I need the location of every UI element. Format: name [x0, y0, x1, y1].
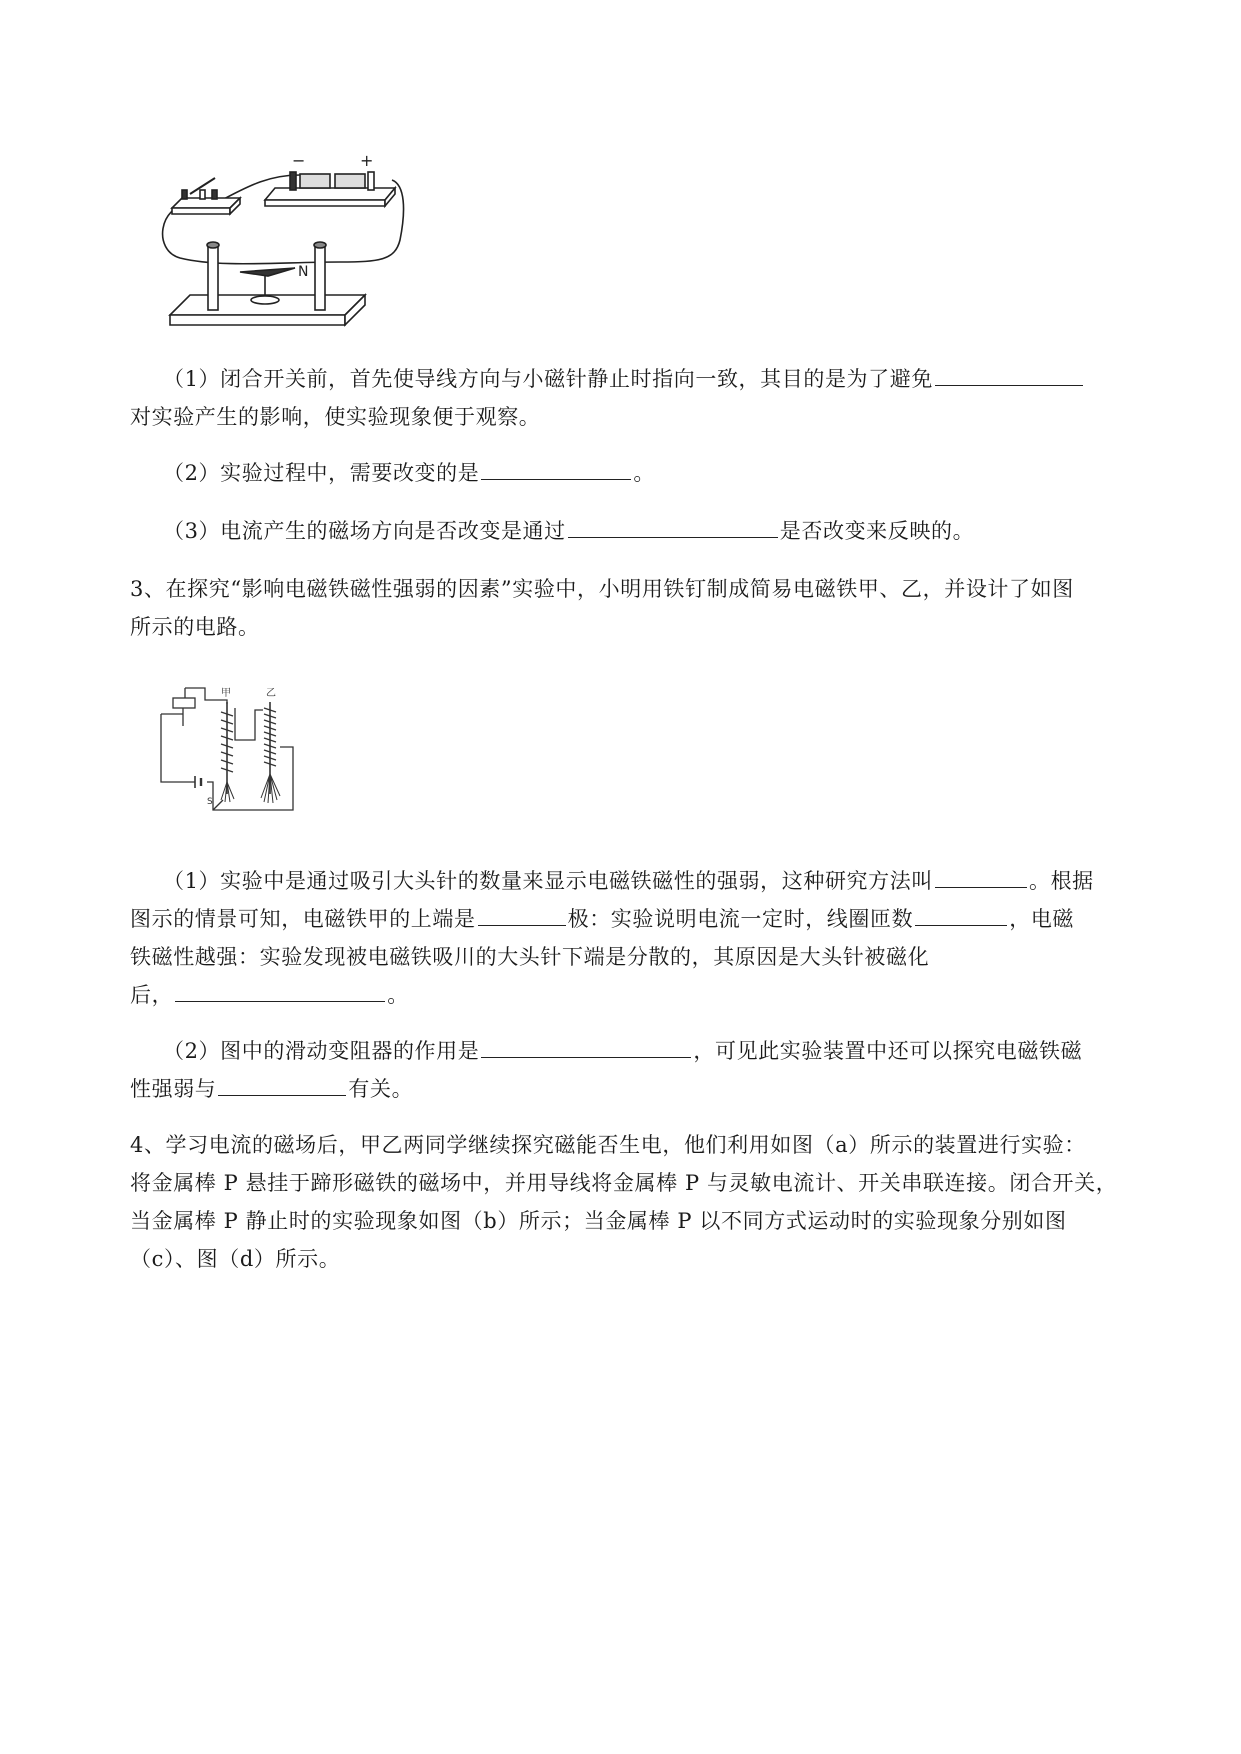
q3-part1-line1: （1）实验中是通过吸引大头针的数量来显示电磁铁磁性的强弱，这种研究方法叫 。根据 [163, 869, 1094, 893]
q3-part2-line1: （2）图中的滑动变阻器的作用是 ，可见此实验装置中还可以探究电磁铁磁 [163, 1039, 1083, 1063]
q3-part1-method-blank[interactable] [935, 867, 1027, 888]
q2-part1-line1: （1）闭合开关前，首先使导线方向与小磁针静止时指向一致，其目的是为了避免 [163, 364, 1085, 394]
q2-part1-answer-blank[interactable] [935, 365, 1083, 386]
q2-part3: （3）电流产生的磁场方向是否改变是通过 是否改变来反映的。 [163, 519, 975, 543]
battery-board [265, 188, 395, 200]
battery-cell-1 [300, 174, 330, 188]
q4-line1: 4、学习电流的磁场后，甲乙两同学继续探究磁能否生电，他们利用如图（a）所示的装置进行实验： [130, 1133, 1086, 1157]
q2-part2-answer-blank[interactable] [481, 459, 631, 480]
rheostat [173, 698, 195, 708]
post-right [315, 245, 325, 310]
q3-part2-factor-blank[interactable] [218, 1075, 346, 1096]
q2-part3-answer-blank[interactable] [568, 517, 778, 538]
q4-line4: （c）、图（d）所示。 [130, 1247, 341, 1271]
q3-part2-function-blank[interactable] [481, 1037, 691, 1058]
battery-minus-sign: − [292, 151, 306, 170]
electromagnet-circuit-figure [155, 682, 305, 817]
q3-part1-line3: 铁磁性越强：实验发现被电磁铁吸川的大头针下端是分散的，其原因是大头针被磁化 [130, 945, 930, 969]
label-yi: 乙 [266, 688, 276, 699]
needle-north-label: N [298, 264, 309, 280]
oersted-apparatus-figure [160, 150, 420, 375]
q4-line2: 将金属棒 P 悬挂于蹄形磁铁的磁场中，并用导线将金属棒 P 与灵敏电流计、开关串联连接。闭合开关， [130, 1171, 1118, 1195]
battery-cell-2 [335, 174, 365, 188]
label-jia: 甲 [221, 688, 231, 699]
q3-part1-line4: 后， 。 [130, 983, 409, 1007]
q3-part1-line2: 图示的情景可知，电磁铁甲的上端是 极：实验说明电流一定时，线圈匝数 ，电磁 [130, 907, 1075, 931]
q3-part1-reason-blank[interactable] [175, 981, 385, 1002]
q3-stem-line2: 所示的电路。 [130, 615, 260, 639]
post-left [208, 245, 218, 310]
q3-part1-turns-blank[interactable] [915, 905, 1007, 926]
battery-plus-sign: + [360, 151, 374, 170]
q2-part2: （2）实验过程中，需要改变的是 。 [163, 461, 655, 485]
q3-part2-line2: 性强弱与 有关。 [130, 1077, 414, 1101]
q3-part1-pole-blank[interactable] [478, 905, 566, 926]
q2-part1-line2: 对实验产生的影响，使实验现象便于观察。 [130, 405, 541, 429]
q3-stem-line1: 3、在探究“影响电磁铁磁性强弱的因素”实验中，小明用铁钉制成简易电磁铁甲、乙，并设计了如图 [130, 577, 1074, 601]
q4-line3: 当金属棒 P 静止时的实验现象如图（b）所示；当金属棒 P 以不同方式运动时的实验现象分别如图 [130, 1209, 1067, 1233]
magnetic-needle [240, 268, 295, 276]
label-switch: S [207, 797, 213, 807]
